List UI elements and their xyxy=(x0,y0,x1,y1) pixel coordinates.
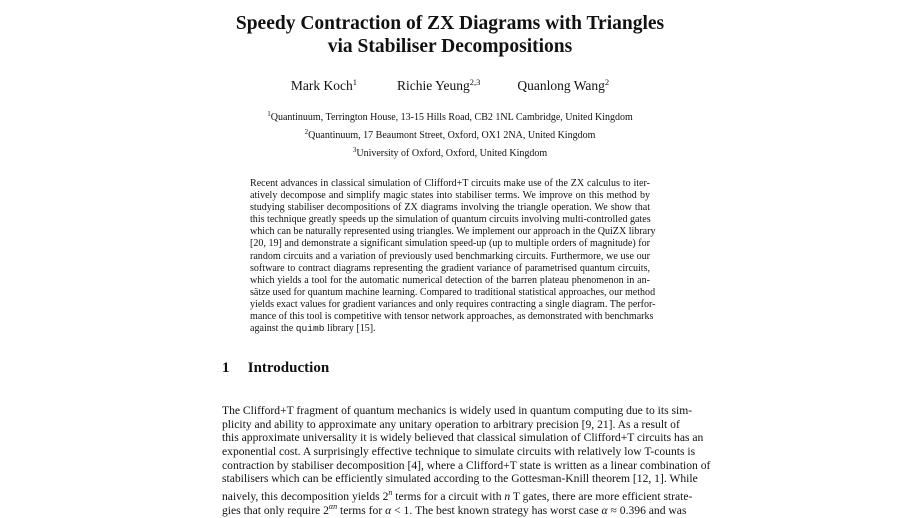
body-line: contraction by stabiliser decomposition [4], where a Clifford+T state is written as a linear combination of xyxy=(222,458,711,472)
abstract-line: sätze used for quantum machine learning. Compared to traditional statistical approaches, our method xyxy=(250,286,656,298)
body-line: this approximate universality it is widely believed that classical simulation of Clifford+T circuits has an xyxy=(222,431,704,445)
abstract-line: Recent advances in classical simulation of Clifford+T circuits make use of the ZX calculus to iter- xyxy=(250,178,650,189)
abstract-line: [20, 19] and demonstrate a significant simulation speed-up (up to multiple orders of magnitude) for xyxy=(250,238,650,250)
abstract-line: software to contract diagrams representing the gradient variance of parametrised quantum circuits, xyxy=(250,262,650,274)
abstract-line: this technique greatly speeds up the simulation of quantum circuits involving multi-controlled gates xyxy=(250,214,651,226)
affiliation: $^3$University of Oxford, Oxford, United Kingdom xyxy=(352,146,548,159)
affiliation-list xyxy=(0,107,900,161)
affiliation: $^1$Quantinuum, Terrington House, 13-15 Hills Road, CB2 1NL Cambridge, United Kingdom xyxy=(267,110,633,123)
body-text xyxy=(222,404,711,517)
abstract-line: random circuits and a variation of previously used benchmarking circuits. Furthermore, we use our xyxy=(250,250,650,262)
body-line: plicity and ability to approximate any unitary operation to arbitrary precision [9, 21]. As a result of xyxy=(222,417,680,431)
abstract-line: which yields a tool for the automatic numerical detection of the barren plateau phenomenon in an- xyxy=(250,274,650,286)
author: Mark Koch$^1$ xyxy=(290,77,357,93)
abstract-line: mance of this tool is competitive with tensor network approaches, as demonstrated with benchmarks xyxy=(250,311,654,323)
body-line: stabilisers which can be efficiently simulated according to the Gottesman-Knill theorem [12, 1]. While xyxy=(222,472,698,486)
paper-title xyxy=(0,12,900,58)
abstract xyxy=(250,178,656,335)
section-heading xyxy=(222,360,329,377)
affiliation: $^2$Quantinuum, 17 Beaumont Street, Oxford, OX1 2NA, United Kingdom xyxy=(304,128,596,141)
abstract-line: yields exact values for gradient variances and only requires contracting a single diagram. The perfor- xyxy=(250,298,656,310)
code-quimb: quimb xyxy=(295,323,325,335)
abstract-line: against the quimb library [15]. xyxy=(250,323,376,335)
abstract-line: studying stabiliser decompositions of ZX diagrams involving the triangle operation. We show that xyxy=(250,202,650,214)
abstract-line: atively decompose and simplify magic states into stabiliser terms. We improve on this method by xyxy=(250,190,650,202)
body-line: exponential cost. A surprisingly effective technique to simulate circuits with relatively low T-counts is xyxy=(222,445,696,459)
body-line: naively, this decomposition yields 2$^n$ terms for a circuit with n T gates, there are more efficient strate- xyxy=(222,488,693,504)
abstract-line: which can be naturally represented using triangles. We implement our approach in the QuiZX library xyxy=(250,226,656,238)
author: Quanlong Wang$^2$ xyxy=(517,77,610,93)
body-line: The Clifford+T fragment of quantum mechanics is widely used in quantum computing due to its sim- xyxy=(222,404,693,417)
title-line-2: via Stabiliser Decompositions xyxy=(327,36,573,57)
section-title: Introduction xyxy=(247,360,330,376)
author: Richie Yeung$^{2,3}$ xyxy=(396,77,481,93)
title-line-1: Speedy Contraction of ZX Diagrams with Triangles xyxy=(235,13,665,34)
section-number: 1 xyxy=(222,360,230,376)
author-list xyxy=(0,77,900,94)
body-line: gies that only require $2^{\alpha n}$ terms for α < 1. The best known strategy has worst case α ≈ 0.396 and was xyxy=(222,501,687,517)
